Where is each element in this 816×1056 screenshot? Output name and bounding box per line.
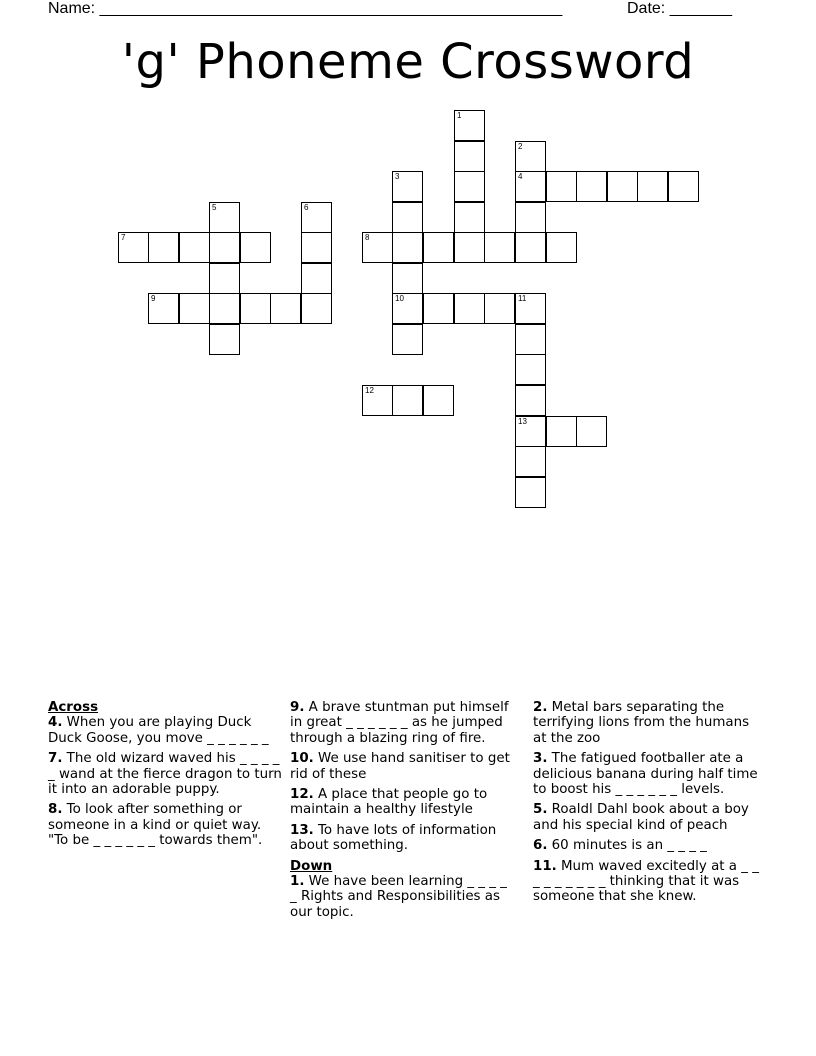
crossword-cell[interactable] xyxy=(515,385,546,416)
clue-text: We have been learning _ _ _ _ _ Rights and Responsibilities as our topic. xyxy=(290,874,507,920)
crossword-cell[interactable] xyxy=(576,416,607,447)
clue-item xyxy=(533,751,763,797)
crossword-cell[interactable] xyxy=(209,324,240,355)
crossword-cell[interactable] xyxy=(637,171,668,202)
crossword-cell[interactable] xyxy=(454,293,485,324)
clue-text: To have lots of information about something. xyxy=(290,822,497,854)
crossword-cell[interactable] xyxy=(515,416,546,447)
clue-number-9: 9 xyxy=(151,294,156,303)
clue-text: 60 minutes is an _ _ _ _ xyxy=(547,838,707,854)
crossword-cell[interactable] xyxy=(392,263,423,294)
crossword-cell[interactable] xyxy=(546,232,577,263)
crossword-cell[interactable] xyxy=(607,171,638,202)
clue-item xyxy=(290,823,514,854)
name-blank[interactable]: ____________________________________________________ xyxy=(99,0,563,17)
crossword-cell[interactable] xyxy=(392,171,423,202)
clue-number: 8. xyxy=(48,802,63,818)
clue-number: 10. xyxy=(290,751,314,767)
date-blank[interactable]: _______ xyxy=(669,0,732,17)
clue-item xyxy=(290,700,514,746)
clue-number-8: 8 xyxy=(365,233,370,242)
clues-column-3 xyxy=(533,700,763,910)
name-label: Name: xyxy=(48,0,96,17)
clue-text: We use hand sanitiser to get rid of these xyxy=(290,751,510,782)
clue-text: A brave stuntman put himself in great _ _ _ _ _ _ as he jumped through a blazing ring of fire. xyxy=(290,700,509,746)
section-heading-down: Down xyxy=(290,858,333,874)
crossword-cell[interactable] xyxy=(240,232,271,263)
crossword-cell[interactable] xyxy=(179,293,210,324)
crossword-cell[interactable] xyxy=(546,416,577,447)
crossword-cell[interactable] xyxy=(423,232,454,263)
clue-number-4: 4 xyxy=(518,172,523,181)
crossword-cell[interactable] xyxy=(392,385,423,416)
clue-item xyxy=(533,838,763,853)
crossword-cell[interactable] xyxy=(392,324,423,355)
crossword-cell[interactable] xyxy=(209,202,240,233)
crossword-cell[interactable] xyxy=(362,385,393,416)
clue-number-5: 5 xyxy=(212,203,217,212)
clue-number-2: 2 xyxy=(518,142,523,151)
clue-number-1: 1 xyxy=(457,111,462,120)
crossword-cell[interactable] xyxy=(423,385,454,416)
crossword-cell[interactable] xyxy=(484,232,515,263)
clues-column-1 xyxy=(48,700,284,854)
clues-column-2 xyxy=(290,700,514,925)
crossword-cell[interactable] xyxy=(454,110,485,141)
crossword-cell[interactable] xyxy=(392,232,423,263)
crossword-cell[interactable] xyxy=(515,324,546,355)
crossword-cell[interactable] xyxy=(515,293,546,324)
crossword-cell[interactable] xyxy=(454,202,485,233)
clue-text: Mum waved excitedly at a _ _ _ _ _ _ _ _ _ thinking that it was someone that she knew. xyxy=(533,858,759,905)
clue-number-6: 6 xyxy=(304,203,309,212)
clue-text: Metal bars separating the terrifying lions from the humans at the zoo xyxy=(533,700,750,746)
clue-text: To look after something or someone in a kind or quiet way. "To be _ _ _ _ _ _ towards them". xyxy=(48,802,263,849)
crossword-cell[interactable] xyxy=(515,141,546,172)
clue-number-3: 3 xyxy=(395,172,400,181)
crossword-cell[interactable] xyxy=(546,171,577,202)
clue-number: 3. xyxy=(533,751,548,767)
clue-number-10: 10 xyxy=(395,294,404,303)
clue-item xyxy=(48,802,284,848)
clue-number: 2. xyxy=(533,700,548,715)
clue-number: 5. xyxy=(533,802,548,818)
clue-number: 7. xyxy=(48,751,63,767)
crossword-cell[interactable] xyxy=(209,263,240,294)
clue-number-7: 7 xyxy=(121,233,126,242)
section-heading-across: Across xyxy=(48,700,99,715)
clue-number: 12. xyxy=(290,787,314,803)
clue-number: 4. xyxy=(48,715,63,731)
crossword-cell[interactable] xyxy=(515,446,546,477)
crossword-cell[interactable] xyxy=(454,171,485,202)
crossword-cell[interactable] xyxy=(515,477,546,508)
clue-item xyxy=(290,787,514,818)
crossword-cell[interactable] xyxy=(423,293,454,324)
clue-number: 1. xyxy=(290,874,305,890)
clue-item xyxy=(533,700,763,746)
clue-number: 9. xyxy=(290,700,305,715)
clue-text: When you are playing Duck Duck Goose, you move _ _ _ _ _ _ xyxy=(48,715,269,746)
clue-number-13: 13 xyxy=(518,417,527,426)
crossword-cell[interactable] xyxy=(576,171,607,202)
crossword-cell[interactable] xyxy=(301,202,332,233)
page-title: 'g' Phoneme Crossword xyxy=(121,34,695,90)
crossword-cell[interactable] xyxy=(148,232,179,263)
crossword-cell[interactable] xyxy=(179,232,210,263)
clue-number-12: 12 xyxy=(365,386,374,395)
clue-number: 11. xyxy=(533,858,557,874)
crossword-cell[interactable] xyxy=(515,202,546,233)
clue-number: 13. xyxy=(290,822,314,838)
clue-text: A place that people go to maintain a healthy lifestyle xyxy=(290,787,488,818)
crossword-cell[interactable] xyxy=(118,232,149,263)
crossword-cell[interactable] xyxy=(148,293,179,324)
crossword-cell[interactable] xyxy=(515,232,546,263)
crossword-cell[interactable] xyxy=(209,232,240,263)
clue-text: Roaldl Dahl book about a boy and his special kind of peach xyxy=(533,802,749,833)
crossword-cell[interactable] xyxy=(301,293,332,324)
crossword-cell[interactable] xyxy=(209,293,240,324)
clue-item xyxy=(533,802,763,833)
clue-item xyxy=(48,715,284,746)
clue-number: 6. xyxy=(533,838,548,854)
crossword-cell[interactable] xyxy=(454,141,485,172)
crossword-cell[interactable] xyxy=(454,232,485,263)
clue-item xyxy=(533,859,763,905)
clue-number-11: 11 xyxy=(518,294,527,303)
clue-item xyxy=(290,874,514,920)
crossword-cell[interactable] xyxy=(392,202,423,233)
crossword-cell[interactable] xyxy=(301,232,332,263)
clue-text: The old wizard waved his _ _ _ _ _ wand at the fierce dragon to turn it into an adorable puppy. xyxy=(48,751,282,798)
crossword-cell[interactable] xyxy=(270,293,301,324)
clue-item xyxy=(48,751,284,797)
crossword-cell[interactable] xyxy=(484,293,515,324)
crossword-cell[interactable] xyxy=(362,232,393,263)
crossword-cell[interactable] xyxy=(240,293,271,324)
crossword-cell[interactable] xyxy=(392,293,423,324)
date-label: Date: xyxy=(627,0,666,17)
crossword-cell[interactable] xyxy=(668,171,699,202)
clue-item xyxy=(290,751,514,782)
crossword-cell[interactable] xyxy=(515,354,546,385)
crossword-cell[interactable] xyxy=(515,171,546,202)
clue-text: The fatigued footballer ate a delicious banana during half time to boost his _ _ _ _ _ _ levels. xyxy=(533,751,758,798)
crossword-cell[interactable] xyxy=(301,263,332,294)
